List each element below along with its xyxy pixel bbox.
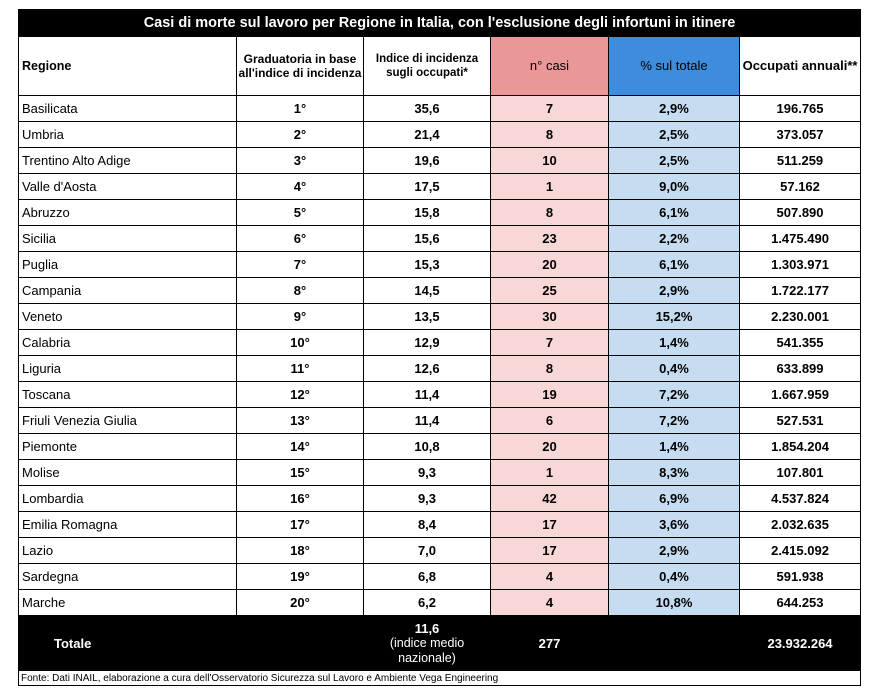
table-row bbox=[19, 96, 861, 122]
table-row bbox=[19, 122, 861, 148]
region-name: Molise bbox=[19, 460, 237, 486]
region-name: Umbria bbox=[19, 122, 237, 148]
casi-value: 8 bbox=[491, 122, 609, 148]
region-name: Emilia Romagna bbox=[19, 512, 237, 538]
percent-value: 2,9% bbox=[609, 278, 740, 304]
indice-value: 11,4 bbox=[364, 408, 491, 434]
percent-value: 6,9% bbox=[609, 486, 740, 512]
casi-value: 20 bbox=[491, 434, 609, 460]
percent-value: 0,4% bbox=[609, 564, 740, 590]
indice-value: 7,0 bbox=[364, 538, 491, 564]
rank-value: 7° bbox=[237, 252, 364, 278]
occupati-value: 511.259 bbox=[740, 148, 861, 174]
header-graduatoria: Graduatoria in base all'indice di incidenza bbox=[237, 37, 364, 96]
casi-value: 30 bbox=[491, 304, 609, 330]
rank-value: 16° bbox=[237, 486, 364, 512]
region-name: Puglia bbox=[19, 252, 237, 278]
table-row bbox=[19, 564, 861, 590]
indice-value: 17,5 bbox=[364, 174, 491, 200]
header-casi: n° casi bbox=[491, 37, 609, 96]
indice-value: 9,3 bbox=[364, 460, 491, 486]
percent-value: 8,3% bbox=[609, 460, 740, 486]
indice-value: 15,8 bbox=[364, 200, 491, 226]
region-name: Valle d'Aosta bbox=[19, 174, 237, 200]
rank-value: 9° bbox=[237, 304, 364, 330]
casi-value: 8 bbox=[491, 200, 609, 226]
indice-value: 11,4 bbox=[364, 382, 491, 408]
table-row bbox=[19, 408, 861, 434]
occupati-value: 107.801 bbox=[740, 460, 861, 486]
rank-value: 15° bbox=[237, 460, 364, 486]
percent-value: 1,4% bbox=[609, 330, 740, 356]
occupati-value: 1.722.177 bbox=[740, 278, 861, 304]
casi-value: 42 bbox=[491, 486, 609, 512]
indice-value: 15,6 bbox=[364, 226, 491, 252]
indice-value: 14,5 bbox=[364, 278, 491, 304]
table-row bbox=[19, 434, 861, 460]
indice-value: 10,8 bbox=[364, 434, 491, 460]
percent-value: 6,1% bbox=[609, 200, 740, 226]
totale-pct-empty bbox=[609, 616, 740, 671]
casi-value: 4 bbox=[491, 564, 609, 590]
percent-value: 2,5% bbox=[609, 122, 740, 148]
totale-indice-note: (indice medio nazionale) bbox=[389, 635, 465, 665]
region-name: Friuli Venezia Giulia bbox=[19, 408, 237, 434]
occupati-value: 1.303.971 bbox=[740, 252, 861, 278]
indice-value: 15,3 bbox=[364, 252, 491, 278]
region-name: Toscana bbox=[19, 382, 237, 408]
occupati-value: 644.253 bbox=[740, 590, 861, 616]
rank-value: 18° bbox=[237, 538, 364, 564]
rank-value: 10° bbox=[237, 330, 364, 356]
indice-value: 12,6 bbox=[364, 356, 491, 382]
table-row bbox=[19, 460, 861, 486]
region-name: Sardegna bbox=[19, 564, 237, 590]
indice-value: 9,3 bbox=[364, 486, 491, 512]
casi-value: 1 bbox=[491, 174, 609, 200]
table-row bbox=[19, 226, 861, 252]
region-name: Marche bbox=[19, 590, 237, 616]
casi-value: 17 bbox=[491, 538, 609, 564]
casi-value: 1 bbox=[491, 460, 609, 486]
source-footnote: Fonte: Dati INAIL, elaborazione a cura dell'Osservatorio Sicurezza sul Lavoro e Ambiente Vega Engineering bbox=[19, 671, 861, 686]
rank-value: 5° bbox=[237, 200, 364, 226]
percent-value: 7,2% bbox=[609, 408, 740, 434]
table-row bbox=[19, 200, 861, 226]
occupati-value: 2.230.001 bbox=[740, 304, 861, 330]
occupati-value: 4.537.824 bbox=[740, 486, 861, 512]
casi-value: 20 bbox=[491, 252, 609, 278]
header-percentuale: % sul totale bbox=[609, 37, 740, 96]
header-regione: Regione bbox=[19, 37, 237, 96]
occupati-value: 507.890 bbox=[740, 200, 861, 226]
table-row bbox=[19, 148, 861, 174]
table-row bbox=[19, 330, 861, 356]
rank-value: 4° bbox=[237, 174, 364, 200]
occupati-value: 1.854.204 bbox=[740, 434, 861, 460]
table-row bbox=[19, 512, 861, 538]
totale-occupati: 23.932.264 bbox=[740, 616, 861, 671]
percent-value: 3,6% bbox=[609, 512, 740, 538]
rank-value: 13° bbox=[237, 408, 364, 434]
indice-value: 6,2 bbox=[364, 590, 491, 616]
casi-value: 10 bbox=[491, 148, 609, 174]
region-name: Liguria bbox=[19, 356, 237, 382]
region-name: Lombardia bbox=[19, 486, 237, 512]
table-row bbox=[19, 590, 861, 616]
region-name: Piemonte bbox=[19, 434, 237, 460]
table-row bbox=[19, 304, 861, 330]
occupati-value: 1.475.490 bbox=[740, 226, 861, 252]
indice-value: 19,6 bbox=[364, 148, 491, 174]
indice-value: 21,4 bbox=[364, 122, 491, 148]
region-name: Abruzzo bbox=[19, 200, 237, 226]
indice-value: 35,6 bbox=[364, 96, 491, 122]
casi-value: 19 bbox=[491, 382, 609, 408]
table-row bbox=[19, 278, 861, 304]
indice-value: 13,5 bbox=[364, 304, 491, 330]
region-name: Veneto bbox=[19, 304, 237, 330]
region-name: Trentino Alto Adige bbox=[19, 148, 237, 174]
rank-value: 8° bbox=[237, 278, 364, 304]
occupati-value: 527.531 bbox=[740, 408, 861, 434]
percent-value: 2,5% bbox=[609, 148, 740, 174]
casi-value: 6 bbox=[491, 408, 609, 434]
occupati-value: 2.032.635 bbox=[740, 512, 861, 538]
percent-value: 15,2% bbox=[609, 304, 740, 330]
table-row bbox=[19, 382, 861, 408]
rank-value: 11° bbox=[237, 356, 364, 382]
rank-value: 12° bbox=[237, 382, 364, 408]
percent-value: 9,0% bbox=[609, 174, 740, 200]
percent-value: 2,2% bbox=[609, 226, 740, 252]
totale-row bbox=[19, 616, 861, 671]
table-row bbox=[19, 174, 861, 200]
table-row bbox=[19, 538, 861, 564]
percent-value: 10,8% bbox=[609, 590, 740, 616]
table-row bbox=[19, 486, 861, 512]
occupati-value: 591.938 bbox=[740, 564, 861, 590]
totale-indice: 11,6 bbox=[414, 620, 440, 636]
rank-value: 20° bbox=[237, 590, 364, 616]
occupati-value: 633.899 bbox=[740, 356, 861, 382]
region-name: Sicilia bbox=[19, 226, 237, 252]
totale-casi: 277 bbox=[491, 616, 609, 671]
table-row bbox=[19, 252, 861, 278]
occupati-value: 196.765 bbox=[740, 96, 861, 122]
casi-value: 25 bbox=[491, 278, 609, 304]
region-name: Basilicata bbox=[19, 96, 237, 122]
indice-value: 6,8 bbox=[364, 564, 491, 590]
region-name: Lazio bbox=[19, 538, 237, 564]
data-table-container bbox=[18, 9, 860, 686]
casi-value: 7 bbox=[491, 96, 609, 122]
percent-value: 0,4% bbox=[609, 356, 740, 382]
rank-value: 17° bbox=[237, 512, 364, 538]
totale-label: Totale bbox=[19, 616, 237, 671]
percent-value: 7,2% bbox=[609, 382, 740, 408]
occupati-value: 2.415.092 bbox=[740, 538, 861, 564]
casi-value: 4 bbox=[491, 590, 609, 616]
percent-value: 2,9% bbox=[609, 538, 740, 564]
header-occupati: Occupati annuali** bbox=[740, 37, 861, 96]
rank-value: 19° bbox=[237, 564, 364, 590]
percent-value: 1,4% bbox=[609, 434, 740, 460]
rank-value: 14° bbox=[237, 434, 364, 460]
header-indice: Indice di incidenza sugli occupati* bbox=[364, 37, 491, 96]
casi-value: 17 bbox=[491, 512, 609, 538]
percent-value: 2,9% bbox=[609, 96, 740, 122]
indice-value: 12,9 bbox=[364, 330, 491, 356]
totale-indice-cell bbox=[364, 616, 491, 671]
casi-value: 7 bbox=[491, 330, 609, 356]
table-row bbox=[19, 356, 861, 382]
occupati-value: 541.355 bbox=[740, 330, 861, 356]
regional-fatalities-table bbox=[18, 9, 861, 686]
rank-value: 2° bbox=[237, 122, 364, 148]
totale-rank-empty bbox=[237, 616, 364, 671]
casi-value: 8 bbox=[491, 356, 609, 382]
percent-value: 6,1% bbox=[609, 252, 740, 278]
region-name: Campania bbox=[19, 278, 237, 304]
casi-value: 23 bbox=[491, 226, 609, 252]
table-body bbox=[19, 96, 861, 616]
occupati-value: 1.667.959 bbox=[740, 382, 861, 408]
rank-value: 3° bbox=[237, 148, 364, 174]
occupati-value: 57.162 bbox=[740, 174, 861, 200]
occupati-value: 373.057 bbox=[740, 122, 861, 148]
rank-value: 6° bbox=[237, 226, 364, 252]
region-name: Calabria bbox=[19, 330, 237, 356]
indice-value: 8,4 bbox=[364, 512, 491, 538]
table-title: Casi di morte sul lavoro per Regione in Italia, con l'esclusione degli infortuni in itinere bbox=[19, 10, 861, 37]
rank-value: 1° bbox=[237, 96, 364, 122]
